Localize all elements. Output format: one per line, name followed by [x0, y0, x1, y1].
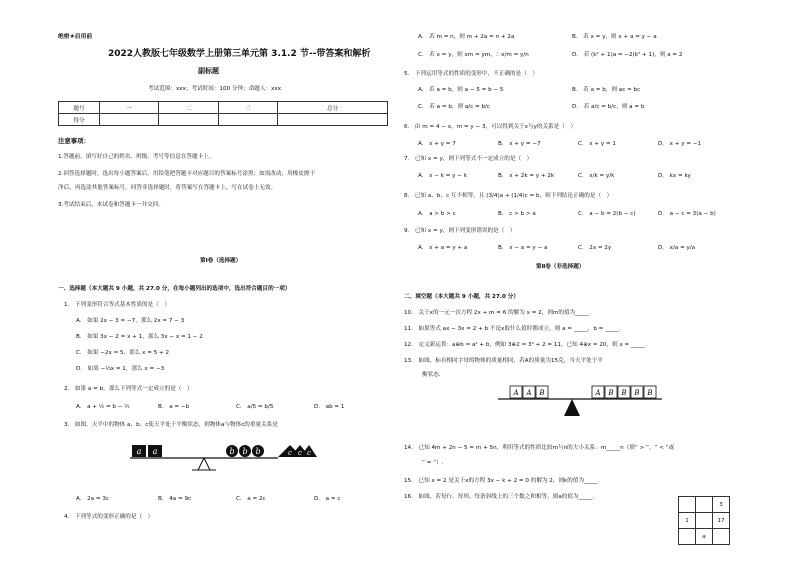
- exam-info: 考试范围：xxx；考试时间：100 分钟；命题人：xxx: [148, 86, 282, 92]
- magic-square-row: [679, 513, 730, 529]
- score-cell: 一: [100, 102, 159, 114]
- q5-option-b[interactable]: B. 若 a = b，则 ac = bc: [572, 87, 641, 93]
- q4-option-a[interactable]: A. 若 m = n，则 m + 2a = n + 2a: [418, 34, 515, 40]
- section2-heading: 二、填空题（本大题共 9 小题，共 27.0 分）: [404, 294, 519, 300]
- block-label: B: [634, 389, 640, 397]
- page-title: 2022人教版七年级数学上册第三单元第 3.1.2 节--带答案和解析: [108, 49, 371, 59]
- note-item: 2.回答选择题时，选出每小题答案后，用铅笔把答题卡对应题目的答案标号涂黑；如需改动，用橡皮擦干: [58, 171, 316, 177]
- question-7: 7. 已知 x = y，则下列等式不一定成立的是（ ）: [404, 156, 533, 162]
- question-8: 8. 已知 a、b、c 互不相等，且 (3/4)a + (1/4)c = b，则下列结论正确的是（ ）: [404, 193, 613, 199]
- q2-option-d[interactable]: D. ab = 1: [314, 404, 345, 410]
- question-5: 5. 下列运用等式的性质的变形中，不正确的是（ ）: [404, 71, 538, 77]
- q8-option-a[interactable]: A. a > b > c: [418, 211, 456, 217]
- weight-label: a: [136, 447, 142, 456]
- scale1-left-pan: [132, 445, 162, 457]
- scale-fulcrum: [198, 458, 210, 470]
- magic-square-cell: 1: [679, 513, 696, 529]
- q6-option-d[interactable]: D. x + y = −1: [658, 141, 702, 147]
- confidential-mark: 绝密★启用前: [58, 34, 93, 40]
- score-cell: 得分: [59, 114, 100, 126]
- block-label: B: [539, 389, 545, 397]
- q3-option-c[interactable]: C. a = 2c: [236, 496, 266, 502]
- q2-option-a[interactable]: A. a + ½ = b − ½: [76, 404, 130, 410]
- q4-option-d[interactable]: D. 若 (k² + 1)a = −2(k² + 1)，则 a = 2: [572, 52, 683, 58]
- note-item: 3.考试结束后，本试卷和答题卡一并交回。: [58, 202, 165, 208]
- q2-option-c[interactable]: C. a/5 = b/5: [236, 404, 274, 410]
- note-item: 1.答题前，填写好自己的姓名、班级、考号等信息在答题卡上。: [58, 154, 215, 160]
- q4-option-c[interactable]: C. 若 x = y，则 xm = ym，∴ x/m = y/n: [418, 52, 529, 58]
- q3-option-d[interactable]: D. a = c: [314, 496, 341, 502]
- scale1-far-weights: [278, 445, 317, 457]
- part2-heading: 第Ⅱ卷（非选择题）: [536, 264, 585, 270]
- q8-option-d[interactable]: D. a − c = 3(a − b): [658, 211, 716, 217]
- weight-label: b: [229, 447, 235, 456]
- q5-option-d[interactable]: D. 若 a/c = b/c，则 a = b: [572, 104, 645, 110]
- score-table-row: [59, 102, 388, 114]
- magic-square-cell: [696, 497, 713, 513]
- part1-heading: 第Ⅰ卷（选择题）: [200, 258, 242, 264]
- block-label: A: [513, 389, 519, 397]
- page-subtitle: 副标题: [198, 67, 219, 75]
- score-table-row: [59, 114, 388, 126]
- magic-square-cell: [679, 529, 696, 545]
- q6-option-a[interactable]: A. x + y = 7: [418, 141, 456, 147]
- question-3: 3. 如图，天平中的物体 a、b、c使天平处于平衡状态，则物体a与物体c的重量关系是: [64, 422, 278, 428]
- weight-label: b: [242, 447, 248, 456]
- weight-label: a: [152, 447, 158, 456]
- block-label: B: [608, 389, 614, 397]
- question-1: 1. 下列变形符合等式基本性质的是（ ）: [64, 302, 171, 308]
- q6-option-b[interactable]: B. x + y = −7: [498, 141, 541, 147]
- score-cell[interactable]: [218, 114, 277, 126]
- scale2-right-pan: [592, 386, 656, 398]
- block-label: A: [595, 389, 601, 397]
- q9-option-b[interactable]: B. x − a = y − a: [498, 245, 548, 251]
- weight-label: c: [288, 449, 292, 457]
- q8-option-c[interactable]: C. a − b = 2(b − c): [578, 211, 636, 217]
- weight-label: b: [255, 447, 261, 456]
- block-label: B: [647, 389, 653, 397]
- question-13-cont: 衡状态.: [422, 372, 441, 378]
- magic-square-cell: [679, 497, 696, 513]
- balance-scale-figure-1: [128, 436, 318, 476]
- q3-option-b[interactable]: B. 4a = 9c: [158, 496, 192, 502]
- question-12: 12. 定义新运算：a⊕b = a² + b，例如 3⊕2 = 3² + 2 = 11，已知 4⊕x = 20，则 x = _____.: [404, 342, 647, 348]
- scale1-right-pan: [226, 445, 264, 457]
- question-2: 2. 如果 a = b，那么下列等式一定成立的是（ ）: [64, 386, 193, 392]
- weight-label: c: [307, 449, 311, 457]
- magic-square-row: [679, 529, 730, 545]
- score-cell[interactable]: [100, 114, 159, 126]
- q1-option-b[interactable]: B. 如果 3x − 2 = x + 1，那么 3x − x = 1 − 2: [76, 334, 203, 340]
- q9-option-d[interactable]: D. x/a = y/a: [658, 245, 696, 251]
- magic-square-cell: 17: [713, 513, 730, 529]
- balance-scale-figure-2: [496, 382, 666, 420]
- question-4: 4. 下列等式的变形正确的是（ ）: [64, 514, 154, 520]
- magic-square-row: [679, 497, 730, 513]
- question-15: 15. 已知 x = 2 是关于x的方程 3x − k + 2 = 0 的解为 2，则k的值为_____.: [404, 478, 600, 484]
- magic-square-cell: a: [696, 529, 713, 545]
- q4-option-b[interactable]: B. 若 x = y，则 x + a = y − a: [572, 34, 657, 40]
- note-item: 净后，再选涂其他答案标号。回答非选择题时，将答案写在答题卡上，写在试卷上无效。: [58, 185, 277, 191]
- q9-option-a[interactable]: A. x + a = y + a: [418, 245, 468, 251]
- q2-option-b[interactable]: B. a = −b: [158, 404, 190, 410]
- q7-option-c[interactable]: C. x/k = y/k: [578, 173, 615, 179]
- q3-option-a[interactable]: A. 2a = 3c: [76, 496, 109, 502]
- question-11: 11. 如果等式 ax − 3x = 2 + b 不论x取什么值时都成立，则 a = _____，b = _____.: [404, 326, 621, 332]
- magic-square-cell: 3: [713, 497, 730, 513]
- q1-option-c[interactable]: C. 如果 −2x = 5，那么 x = 5 + 2: [76, 350, 170, 356]
- q9-option-c[interactable]: C. 2x = 2y: [578, 245, 612, 251]
- score-cell: 三: [218, 102, 277, 114]
- q8-option-b[interactable]: B. c > b > a: [498, 211, 536, 217]
- question-14-cont: “ = ”）.: [422, 460, 444, 466]
- question-9: 9. 已知 x = y，则下列变形错误的是（ ）: [404, 228, 516, 234]
- notes-heading: 注意事项：: [58, 137, 90, 145]
- q7-option-b[interactable]: B. x + 2k = y + 2k: [498, 173, 555, 179]
- scale-fulcrum: [564, 399, 580, 416]
- block-label: A: [526, 389, 532, 397]
- question-14: 14. 已知 4m + 2n − 5 = m + 5n，利用等式的性质比较m与n的大小关系：m_____n（填“ > ”，“ < ”或: [404, 445, 675, 451]
- magic-square-cell: [713, 529, 730, 545]
- question-16: 16. 如图，若每行、每列、每条斜线上的三个数之和相等，则a的值为_____.: [404, 494, 595, 500]
- q5-option-c[interactable]: C. 若 a = b，则 a/c = b/c: [418, 104, 490, 110]
- score-cell: 题号: [59, 102, 100, 114]
- question-13: 13. 如图，标有相同字母的物体的质量相同，若A的质量为15克，当天平处于平: [404, 358, 603, 364]
- score-cell[interactable]: [159, 114, 218, 126]
- score-cell: 二: [159, 102, 218, 114]
- q7-option-d[interactable]: D. kx = ky: [658, 173, 691, 179]
- section1-heading: 一、选择题（本大题共 9 小题，共 27.0 分，在每小题列出的选项中，选出符合题目的一项）: [58, 286, 291, 292]
- q6-option-c[interactable]: C. x + y = 1: [578, 141, 616, 147]
- score-cell[interactable]: [278, 114, 388, 126]
- magic-square-cell: [696, 513, 713, 529]
- score-cell: 总分: [278, 102, 388, 114]
- q1-option-d[interactable]: D. 如果 −⅓x = 1，那么 x = −3: [76, 366, 165, 372]
- q7-option-a[interactable]: A. x − k = y − k: [418, 173, 467, 179]
- q5-option-a[interactable]: A. 若 a = b，则 a − 5 = b − 5: [418, 87, 504, 93]
- question-6: 6. 由 m = 4 − x，m = y − 3，可以得到关于x与y的关系是（ ）: [404, 124, 577, 130]
- weight-label: c: [298, 449, 302, 457]
- score-table: [58, 101, 388, 126]
- q1-option-a[interactable]: A. 如果 2x − 3 = −7，那么 2x = 7 − 3: [76, 318, 185, 324]
- block-label: B: [621, 389, 627, 397]
- question-10: 10. 关于x的一元一次方程 2x + m = 6 的解为 x = 2，则m的值为_____.: [404, 310, 591, 316]
- magic-square: [678, 496, 730, 545]
- scale2-left-pan: [510, 386, 548, 398]
